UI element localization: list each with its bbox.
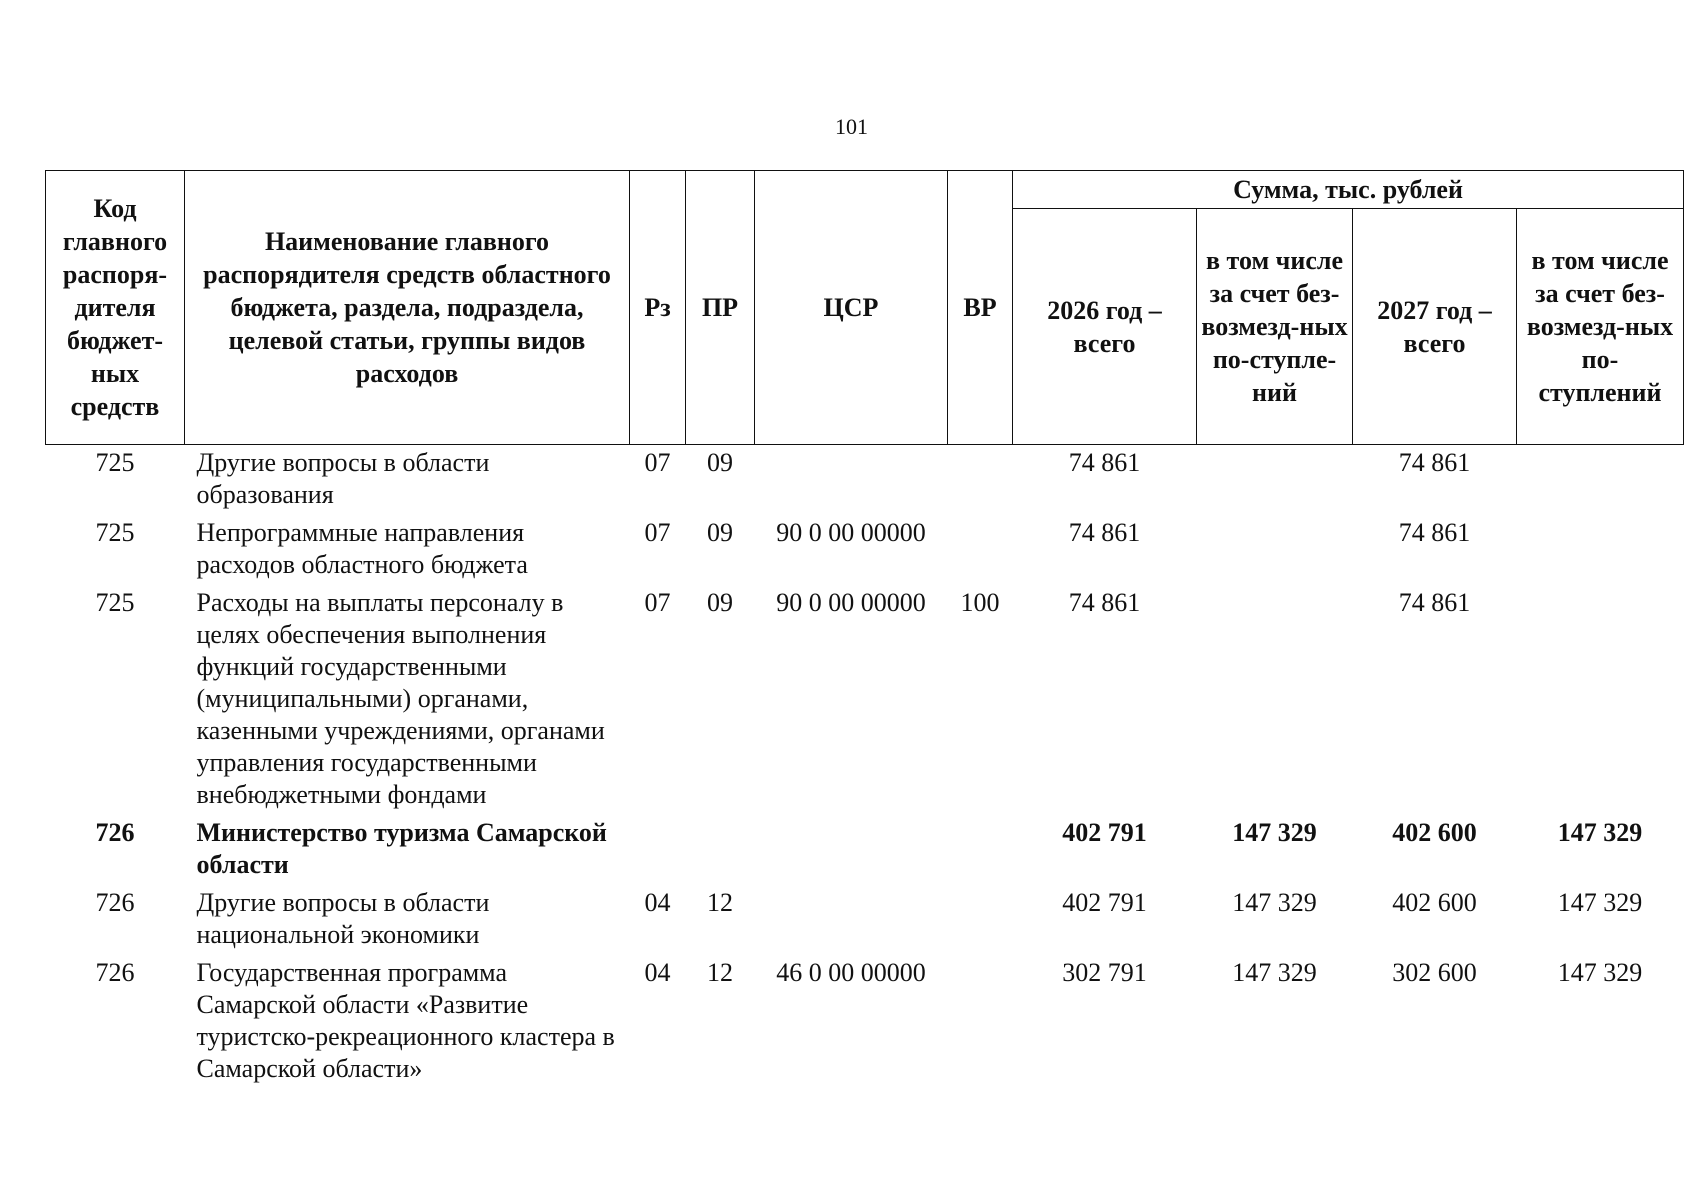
cell-2026-grants: 147 329 (1232, 818, 1317, 847)
cell-code: 726 (95, 958, 135, 987)
cell-pr: 12 (707, 888, 733, 917)
cell-2027-total: 302 600 (1392, 958, 1477, 987)
cell-pr: 09 (707, 588, 733, 617)
cell-name: Другие вопросы в области национальной экономики (196, 888, 490, 949)
cell-2027-grants: 147 329 (1557, 958, 1643, 987)
cell-2027-grants (1517, 513, 1684, 583)
table-header (46, 171, 1684, 445)
cell-2026-total: 302 791 (1062, 958, 1147, 987)
cell-csr (755, 445, 948, 514)
cell-pr (686, 813, 755, 883)
cell-2027-total: 74 861 (1398, 588, 1471, 617)
header-2026-total: 2026 год – всего (1013, 209, 1197, 445)
cell-name: Министерство туризма Самарской области (196, 818, 607, 879)
cell-rz: 04 (644, 958, 671, 987)
cell-pr: 12 (707, 958, 733, 987)
header-2027-total: 2027 год – всего (1353, 209, 1517, 445)
budget-table (45, 170, 1684, 1087)
cell-rz: 07 (644, 448, 671, 477)
header-csr: ЦСР (755, 171, 948, 445)
cell-2026-total: 74 861 (1068, 588, 1141, 617)
table-row (46, 445, 1684, 514)
cell-2027-total: 74 861 (1398, 518, 1471, 547)
cell-2027-total: 74 861 (1398, 448, 1471, 477)
cell-vr (948, 813, 1013, 883)
cell-2026-grants (1197, 513, 1353, 583)
cell-vr (948, 883, 1013, 953)
cell-code: 725 (95, 448, 135, 477)
cell-2026-total: 74 861 (1068, 448, 1141, 477)
cell-2027-grants (1517, 583, 1684, 813)
header-2027-grants: в том числе за счет без-возмезд-ных по-ступлений (1517, 209, 1684, 445)
header-pr: ПР (686, 171, 755, 445)
cell-csr: 90 0 00 00000 (776, 518, 926, 547)
table-row (46, 583, 1684, 813)
cell-name: Государственная программа Самарской области «Развитие туристско-рекреационного кластера в Самарской области» (196, 958, 615, 1083)
cell-2027-grants (1517, 445, 1684, 514)
cell-vr: 100 (960, 588, 1000, 617)
header-code: Код главного распоря-дителя бюджет-ных средств (46, 171, 185, 445)
cell-name: Непрограммные направления расходов областного бюджета (196, 518, 528, 579)
header-sum: Сумма, тыс. рублей (1013, 171, 1684, 209)
cell-2027-total: 402 600 (1392, 818, 1477, 847)
cell-vr (948, 513, 1013, 583)
table-row (46, 883, 1684, 953)
cell-csr: 90 0 00 00000 (776, 588, 926, 617)
cell-code: 725 (95, 518, 135, 547)
cell-2026-total: 74 861 (1068, 518, 1141, 547)
page-number: 101 (835, 114, 868, 139)
cell-code: 726 (95, 888, 135, 917)
cell-2027-grants: 147 329 (1557, 888, 1643, 917)
table-row (46, 513, 1684, 583)
cell-2026-grants (1197, 445, 1353, 514)
cell-pr: 09 (707, 448, 733, 477)
header-2026-grants: в том числе за счет без-возмезд-ных по-ступле-ний (1197, 209, 1353, 445)
cell-2027-grants: 147 329 (1557, 818, 1643, 847)
header-rz: Рз (630, 171, 686, 445)
header-vr: ВР (948, 171, 1013, 445)
cell-pr: 09 (707, 518, 733, 547)
cell-2026-total: 402 791 (1062, 888, 1147, 917)
cell-vr (948, 445, 1013, 514)
table-body (46, 445, 1684, 1088)
table-row (46, 953, 1684, 1087)
header-name: Наименование главного распорядителя средств областного бюджета, раздела, подраздела, целевой статьи, группы видов расходов (185, 171, 630, 445)
cell-rz: 04 (644, 888, 671, 917)
cell-code: 726 (95, 818, 135, 847)
cell-2027-total: 402 600 (1392, 888, 1477, 917)
cell-name: Расходы на выплаты персоналу в целях обеспечения выполнения функций государственными (муниципальными) органами, казенными учреждениями, органами управления государственными внебюджетными фондами (196, 588, 605, 809)
cell-2026-grants: 147 329 (1232, 958, 1317, 987)
cell-vr (948, 953, 1013, 1087)
table-row (46, 813, 1684, 883)
cell-rz (630, 813, 686, 883)
cell-2026-total: 402 791 (1062, 818, 1147, 847)
cell-code: 725 (95, 588, 135, 617)
cell-name: Другие вопросы в области образования (196, 448, 490, 509)
cell-2026-grants: 147 329 (1232, 888, 1317, 917)
cell-2026-grants (1197, 583, 1353, 813)
cell-rz: 07 (644, 518, 671, 547)
cell-csr (755, 813, 948, 883)
cell-rz: 07 (644, 588, 671, 617)
cell-csr: 46 0 00 00000 (776, 958, 926, 987)
cell-csr (755, 883, 948, 953)
